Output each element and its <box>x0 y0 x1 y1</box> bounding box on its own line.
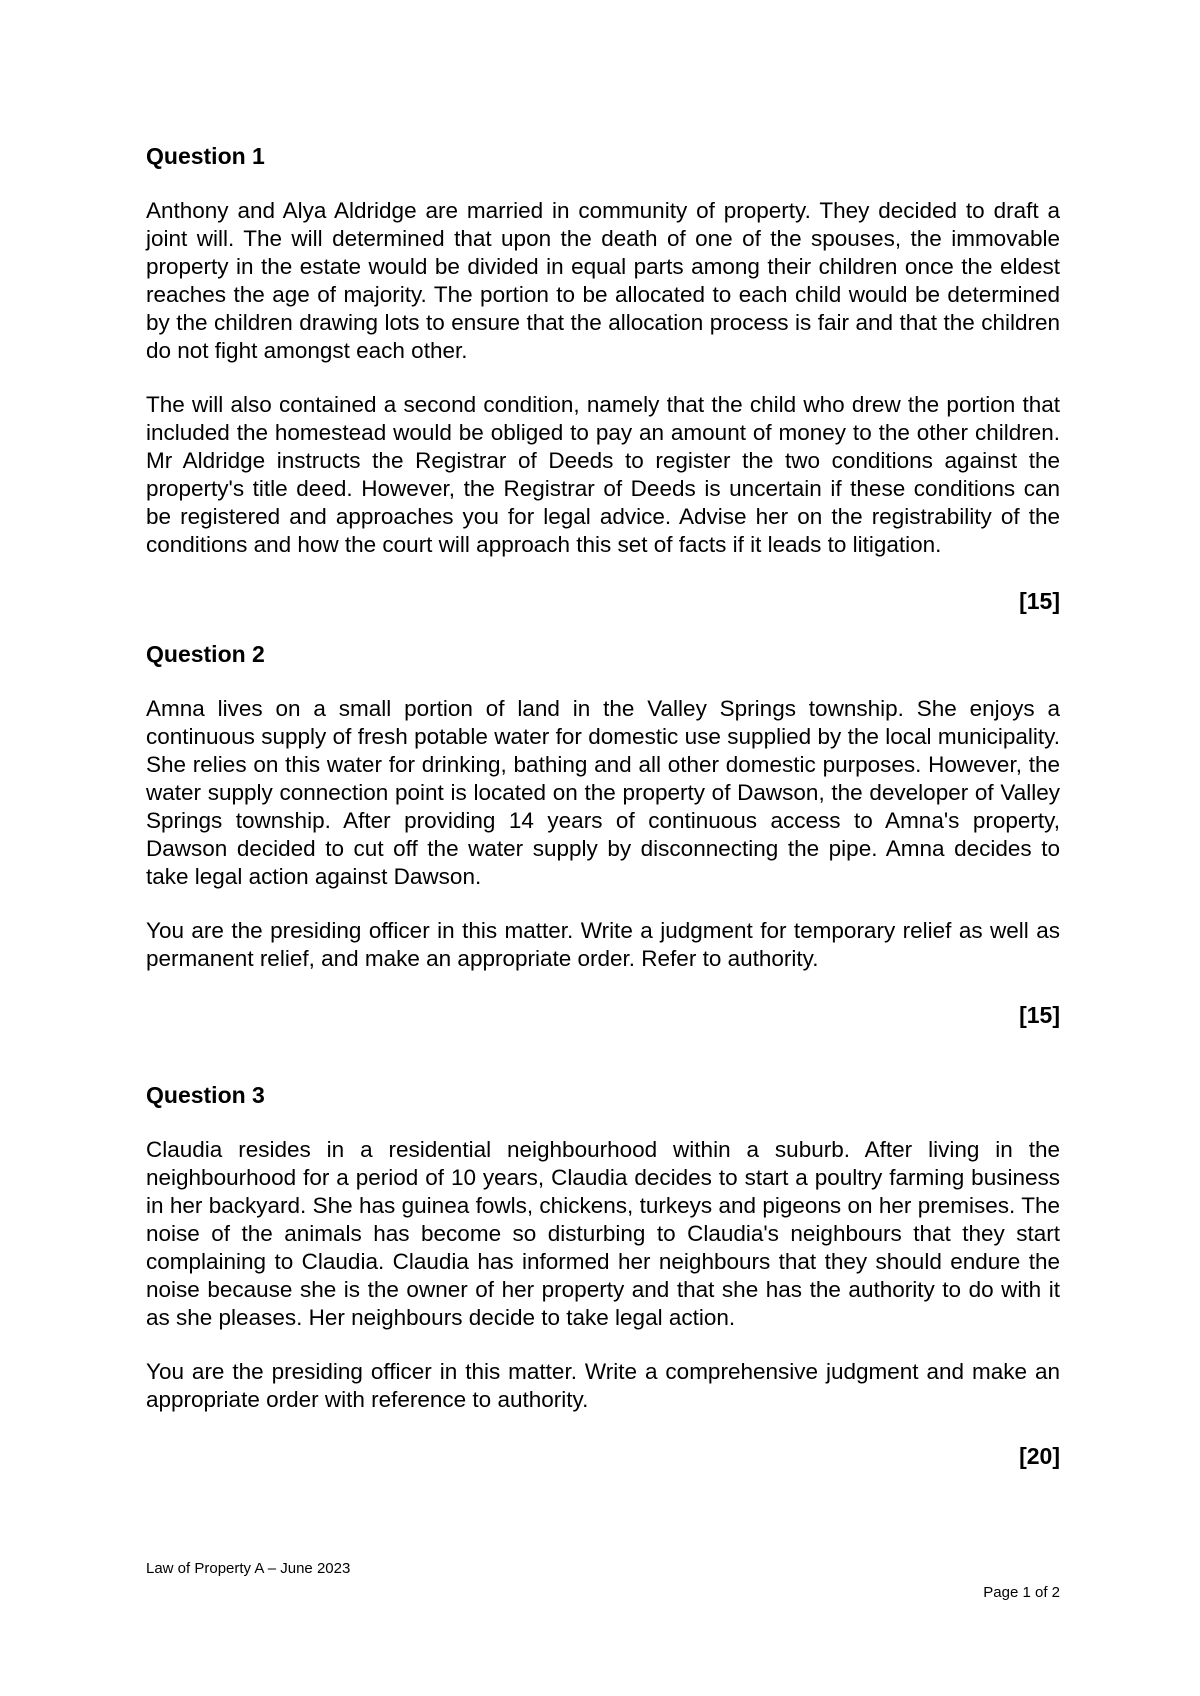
question-paragraph: You are the presiding officer in this matter. Write a judgment for temporary relief as well as permanent relief, and make an appropriate order. Refer to authority. <box>146 918 1060 971</box>
footer-page-number: Page 1 of 2 <box>983 1584 1060 1601</box>
question-2 <box>146 640 1060 1029</box>
question-paragraph: Claudia resides in a residential neighbourhood within a suburb. After living in the neighbourhood for a period of 10 years, Claudia decides to start a poultry farming business in her backyard. She has guinea fowls, chickens, turkeys and pigeons on her premises. The noise of the animals has become so disturbing to Claudia's neighbours that they start complaining to Claudia. Claudia has informed her neighbours that they should endure the noise because she is the owner of her property and that she has the authority to do with it as she pleases. Her neighbours decide to take legal action. <box>146 1137 1060 1330</box>
question-list <box>146 142 1060 1470</box>
footer-course: Law of Property A – June 2023 <box>146 1560 351 1577</box>
question-title: Question 3 <box>146 1082 265 1108</box>
question-paragraph: You are the presiding officer in this matter. Write a comprehensive judgment and make an appropriate order with reference to authority. <box>146 1359 1060 1412</box>
question-paragraph: The will also contained a second condition, namely that the child who drew the portion that included the homestead would be obliged to pay an amount of money to the other children. Mr Aldridge instructs the Registrar of Deeds to register the two conditions against the property's title deed. However, the Registrar of Deeds is uncertain if these conditions can be registered and approaches you for legal advice. Advise her on the registrability of the conditions and how the court will approach this set of facts if it leads to litigation. <box>146 392 1060 557</box>
question-3 <box>146 1081 1060 1470</box>
question-marks: [20] <box>1019 1443 1060 1469</box>
question-marks: [15] <box>1019 588 1060 614</box>
question-title: Question 2 <box>146 641 265 667</box>
question-paragraph: Anthony and Alya Aldridge are married in community of property. They decided to draft a joint will. The will determined that upon the death of one of the spouses, the immovable property in the estate would be divided in equal parts among their children once the eldest reaches the age of majority. The portion to be allocated to each child would be determined by the children drawing lots to ensure that the allocation process is fair and that the children do not fight amongst each other. <box>146 198 1060 363</box>
question-title: Question 1 <box>146 143 265 169</box>
question-1 <box>146 142 1060 615</box>
question-paragraph: Amna lives on a small portion of land in the Valley Springs township. She enjoys a continuous supply of fresh potable water for domestic use supplied by the local municipality. She relies on this water for drinking, bathing and all other domestic purposes. However, the water supply connection point is located on the property of Dawson, the developer of Valley Springs township. After providing 14 years of continuous access to Amna's property, Dawson decided to cut off the water supply by disconnecting the pipe. Amna decides to take legal action against Dawson. <box>146 696 1060 889</box>
question-marks: [15] <box>1019 1002 1060 1028</box>
